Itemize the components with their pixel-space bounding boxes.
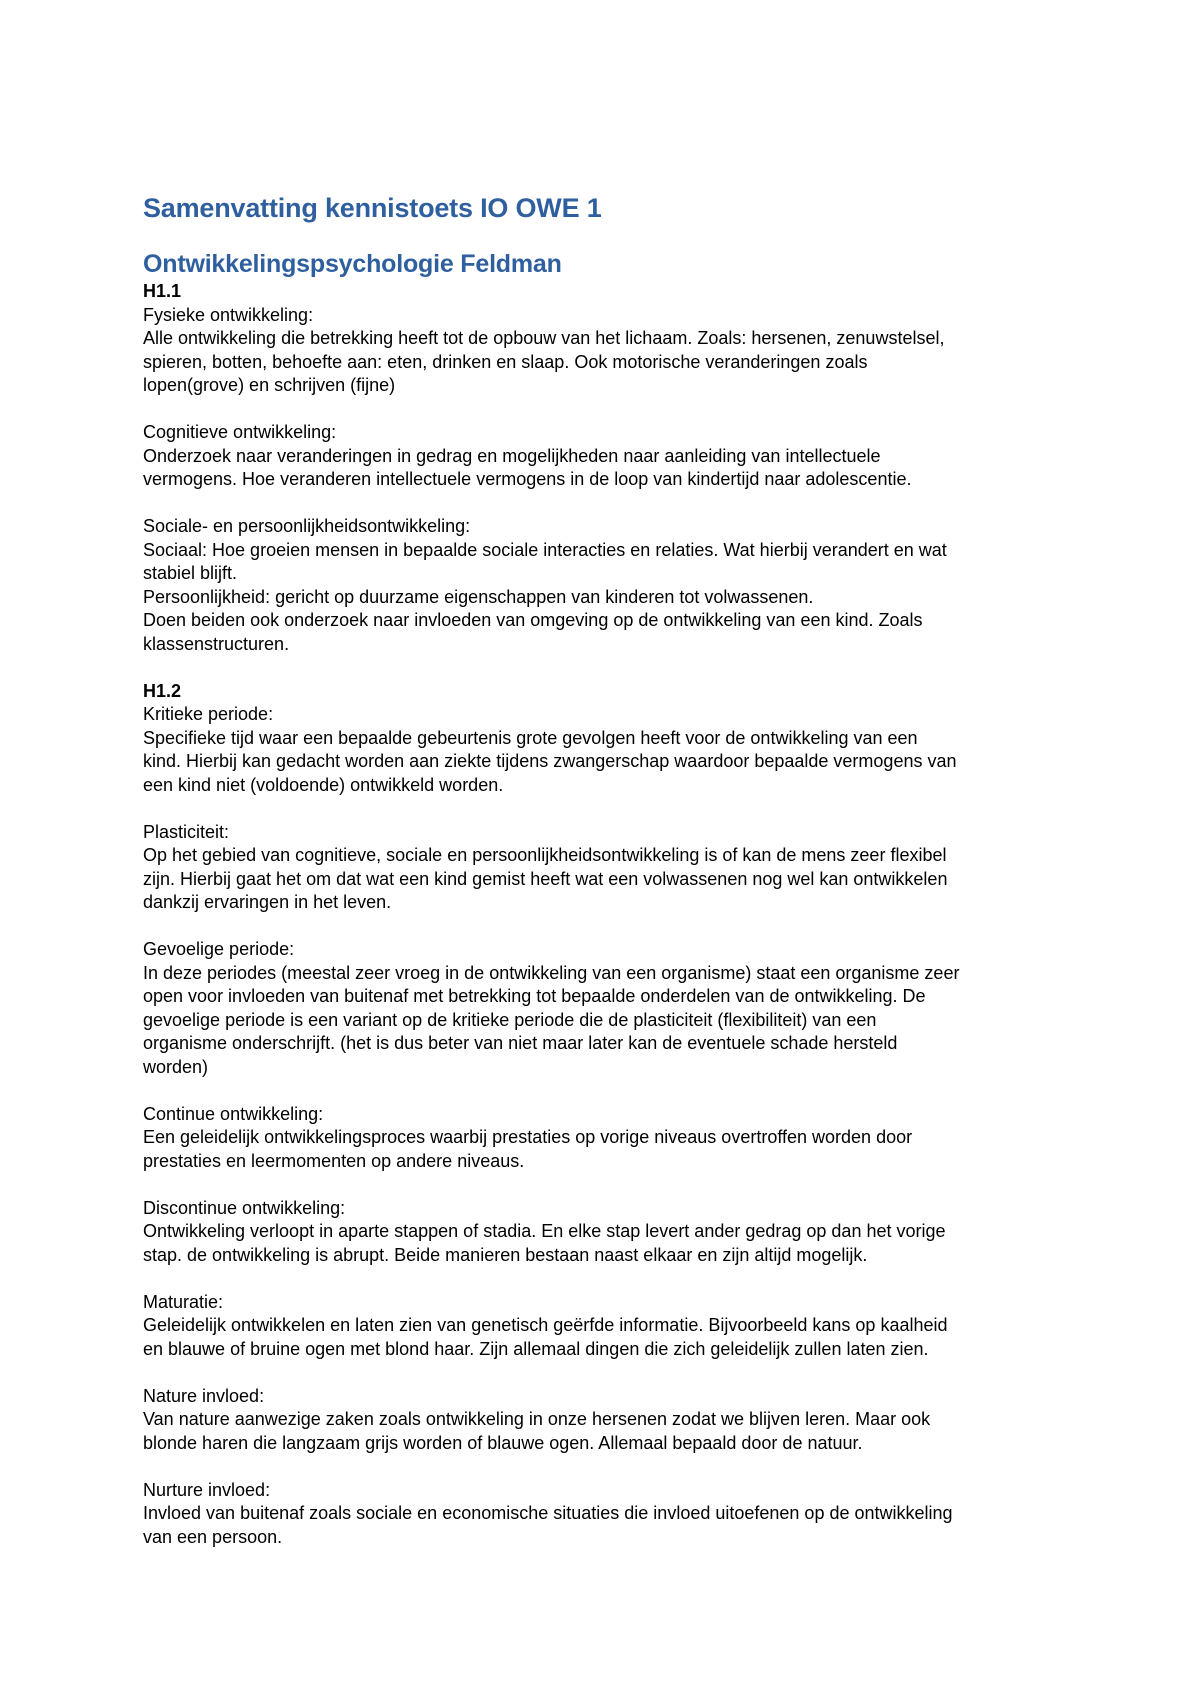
- entry-term: Kritieke periode:: [143, 704, 274, 724]
- definition-entry: [143, 1291, 1078, 1362]
- entry-text-line: Een geleidelijk ontwikkelingsproces waarbij prestaties op vorige niveaus overtroffen worden door: [143, 1127, 913, 1147]
- definition-entry: [143, 421, 1078, 492]
- entry-text-line: gevoelige periode is een variant op de kritieke periode die de plasticiteit (flexibiliteit) van een: [143, 1009, 877, 1030]
- definition-entry: [143, 1197, 1078, 1268]
- definition-entry: [143, 703, 1078, 797]
- definition-entry: [143, 1479, 1078, 1550]
- entry-text-line: vermogens. Hoe veranderen intellectuele vermogens in de loop van kindertijd naar adolescentie.: [143, 469, 912, 489]
- entry-text-line: spieren, botten, behoefte aan: eten, drinken en slaap. Ook motorische veranderingen zoals: [143, 351, 868, 372]
- entry-text-line: Alle ontwikkeling die betrekking heeft tot de opbouw van het lichaam. Zoals: hersenen, zenuwstelsel,: [143, 328, 945, 348]
- definition-entry: [143, 304, 1078, 398]
- entry-text-line: Doen beiden ook onderzoek naar invloeden van omgeving op de ontwikkeling van een kind. Zoals: [143, 610, 923, 630]
- document-section: [143, 280, 1078, 656]
- entry-term: Nurture invloed:: [143, 1479, 271, 1500]
- entry-text-line: stap. de ontwikkeling is abrupt. Beide manieren bestaan naast elkaar en zijn altijd mogelijk.: [143, 1244, 868, 1265]
- entry-text-line: zijn. Hierbij gaat het om dat wat een kind gemist heeft wat een volwassenen nog wel kan ontwikkelen: [143, 868, 948, 889]
- entry-text-line: lopen(grove) en schrijven (fijne): [143, 375, 396, 395]
- entry-text-line: blonde haren die langzaam grijs worden of blauwe ogen. Allemaal bepaald door de natuur.: [143, 1432, 863, 1453]
- entry-text-line: dankzij ervaringen in het leven.: [143, 892, 392, 912]
- entry-term: Nature invloed:: [143, 1385, 265, 1406]
- definition-entry: [143, 1103, 1078, 1174]
- entry-term: Discontinue ontwikkeling:: [143, 1197, 346, 1218]
- entry-text-line: Van nature aanwezige zaken zoals ontwikkeling in onze hersenen zodat we blijven leren. Maar ook: [143, 1409, 931, 1429]
- definition-entry: [143, 515, 1078, 656]
- entry-term: Maturatie:: [143, 1291, 224, 1312]
- entry-text-line: Onderzoek naar veranderingen in gedrag en mogelijkheden naar aanleiding van intellectuele: [143, 445, 881, 466]
- entry-term: Gevoelige periode:: [143, 939, 295, 959]
- document-title: Samenvatting kennistoets IO OWE 1: [143, 193, 602, 223]
- section-heading: H1.2: [143, 680, 182, 701]
- document-section: [143, 680, 1078, 1550]
- entry-text-line: open voor invloeden van buitenaf met betrekking tot bepaalde onderdelen van de ontwikkeling. De: [143, 986, 926, 1006]
- entry-term: Sociale- en persoonlijkheidsontwikkeling:: [143, 516, 471, 536]
- entry-text-line: een kind niet (voldoende) ontwikkeld worden.: [143, 774, 504, 795]
- entry-text-line: Sociaal: Hoe groeien mensen in bepaalde sociale interacties en relaties. Wat hierbij verandert en wat: [143, 539, 947, 560]
- entry-text-line: Geleidelijk ontwikkelen en laten zien van genetisch geërfde informatie. Bijvoorbeeld kans op kaalheid: [143, 1315, 948, 1335]
- entry-text-line: en blauwe of bruine ogen met blond haar. Zijn allemaal dingen die zich geleidelijk zullen laten zien.: [143, 1338, 929, 1359]
- entry-text-line: In deze periodes (meestal zeer vroeg in de ontwikkeling van een organisme) staat een organisme zeer: [143, 962, 960, 983]
- definition-entry: [143, 938, 1078, 1079]
- entry-text-line: Op het gebied van cognitieve, sociale en persoonlijkheidsontwikkeling is of kan de mens zeer flexibel: [143, 845, 947, 865]
- document-page: [143, 190, 1078, 1549]
- definition-entry: [143, 821, 1078, 915]
- entry-term: Continue ontwikkeling:: [143, 1103, 324, 1124]
- entry-text-line: Specifieke tijd waar een bepaalde gebeurtenis grote gevolgen heeft voor de ontwikkeling van een: [143, 727, 918, 748]
- entry-text-line: Ontwikkeling verloopt in aparte stappen of stadia. En elke stap levert ander gedrag op dan het vorige: [143, 1221, 946, 1241]
- document-subtitle: Ontwikkelingspsychologie Feldman: [143, 250, 562, 278]
- entry-text-line: Invloed van buitenaf zoals sociale en economische situaties die invloed uitoefenen op de ontwikkeling: [143, 1503, 953, 1523]
- entry-text-line: kind. Hierbij kan gedacht worden aan ziekte tijdens zwangerschap waardoor bepaalde vermogens van: [143, 751, 957, 771]
- entry-text-line: prestaties en leermomenten op andere niveaus.: [143, 1150, 525, 1171]
- entry-text-line: worden): [143, 1056, 209, 1077]
- entry-text-line: stabiel blijft.: [143, 563, 238, 583]
- section-heading: H1.1: [143, 281, 182, 301]
- entry-term: Plasticiteit:: [143, 821, 230, 842]
- entry-text-line: klassenstructuren.: [143, 633, 290, 654]
- entry-term: Cognitieve ontwikkeling:: [143, 422, 337, 442]
- definition-entry: [143, 1385, 1078, 1456]
- entry-text-line: organisme onderschrijft. (het is dus beter van niet maar later kan de eventuele schade hersteld: [143, 1033, 898, 1053]
- document-body: [143, 280, 1078, 1549]
- entry-term: Fysieke ontwikkeling:: [143, 304, 314, 325]
- entry-text-line: Persoonlijkheid: gericht op duurzame eigenschappen van kinderen tot volwassenen.: [143, 586, 814, 607]
- entry-text-line: van een persoon.: [143, 1526, 283, 1547]
